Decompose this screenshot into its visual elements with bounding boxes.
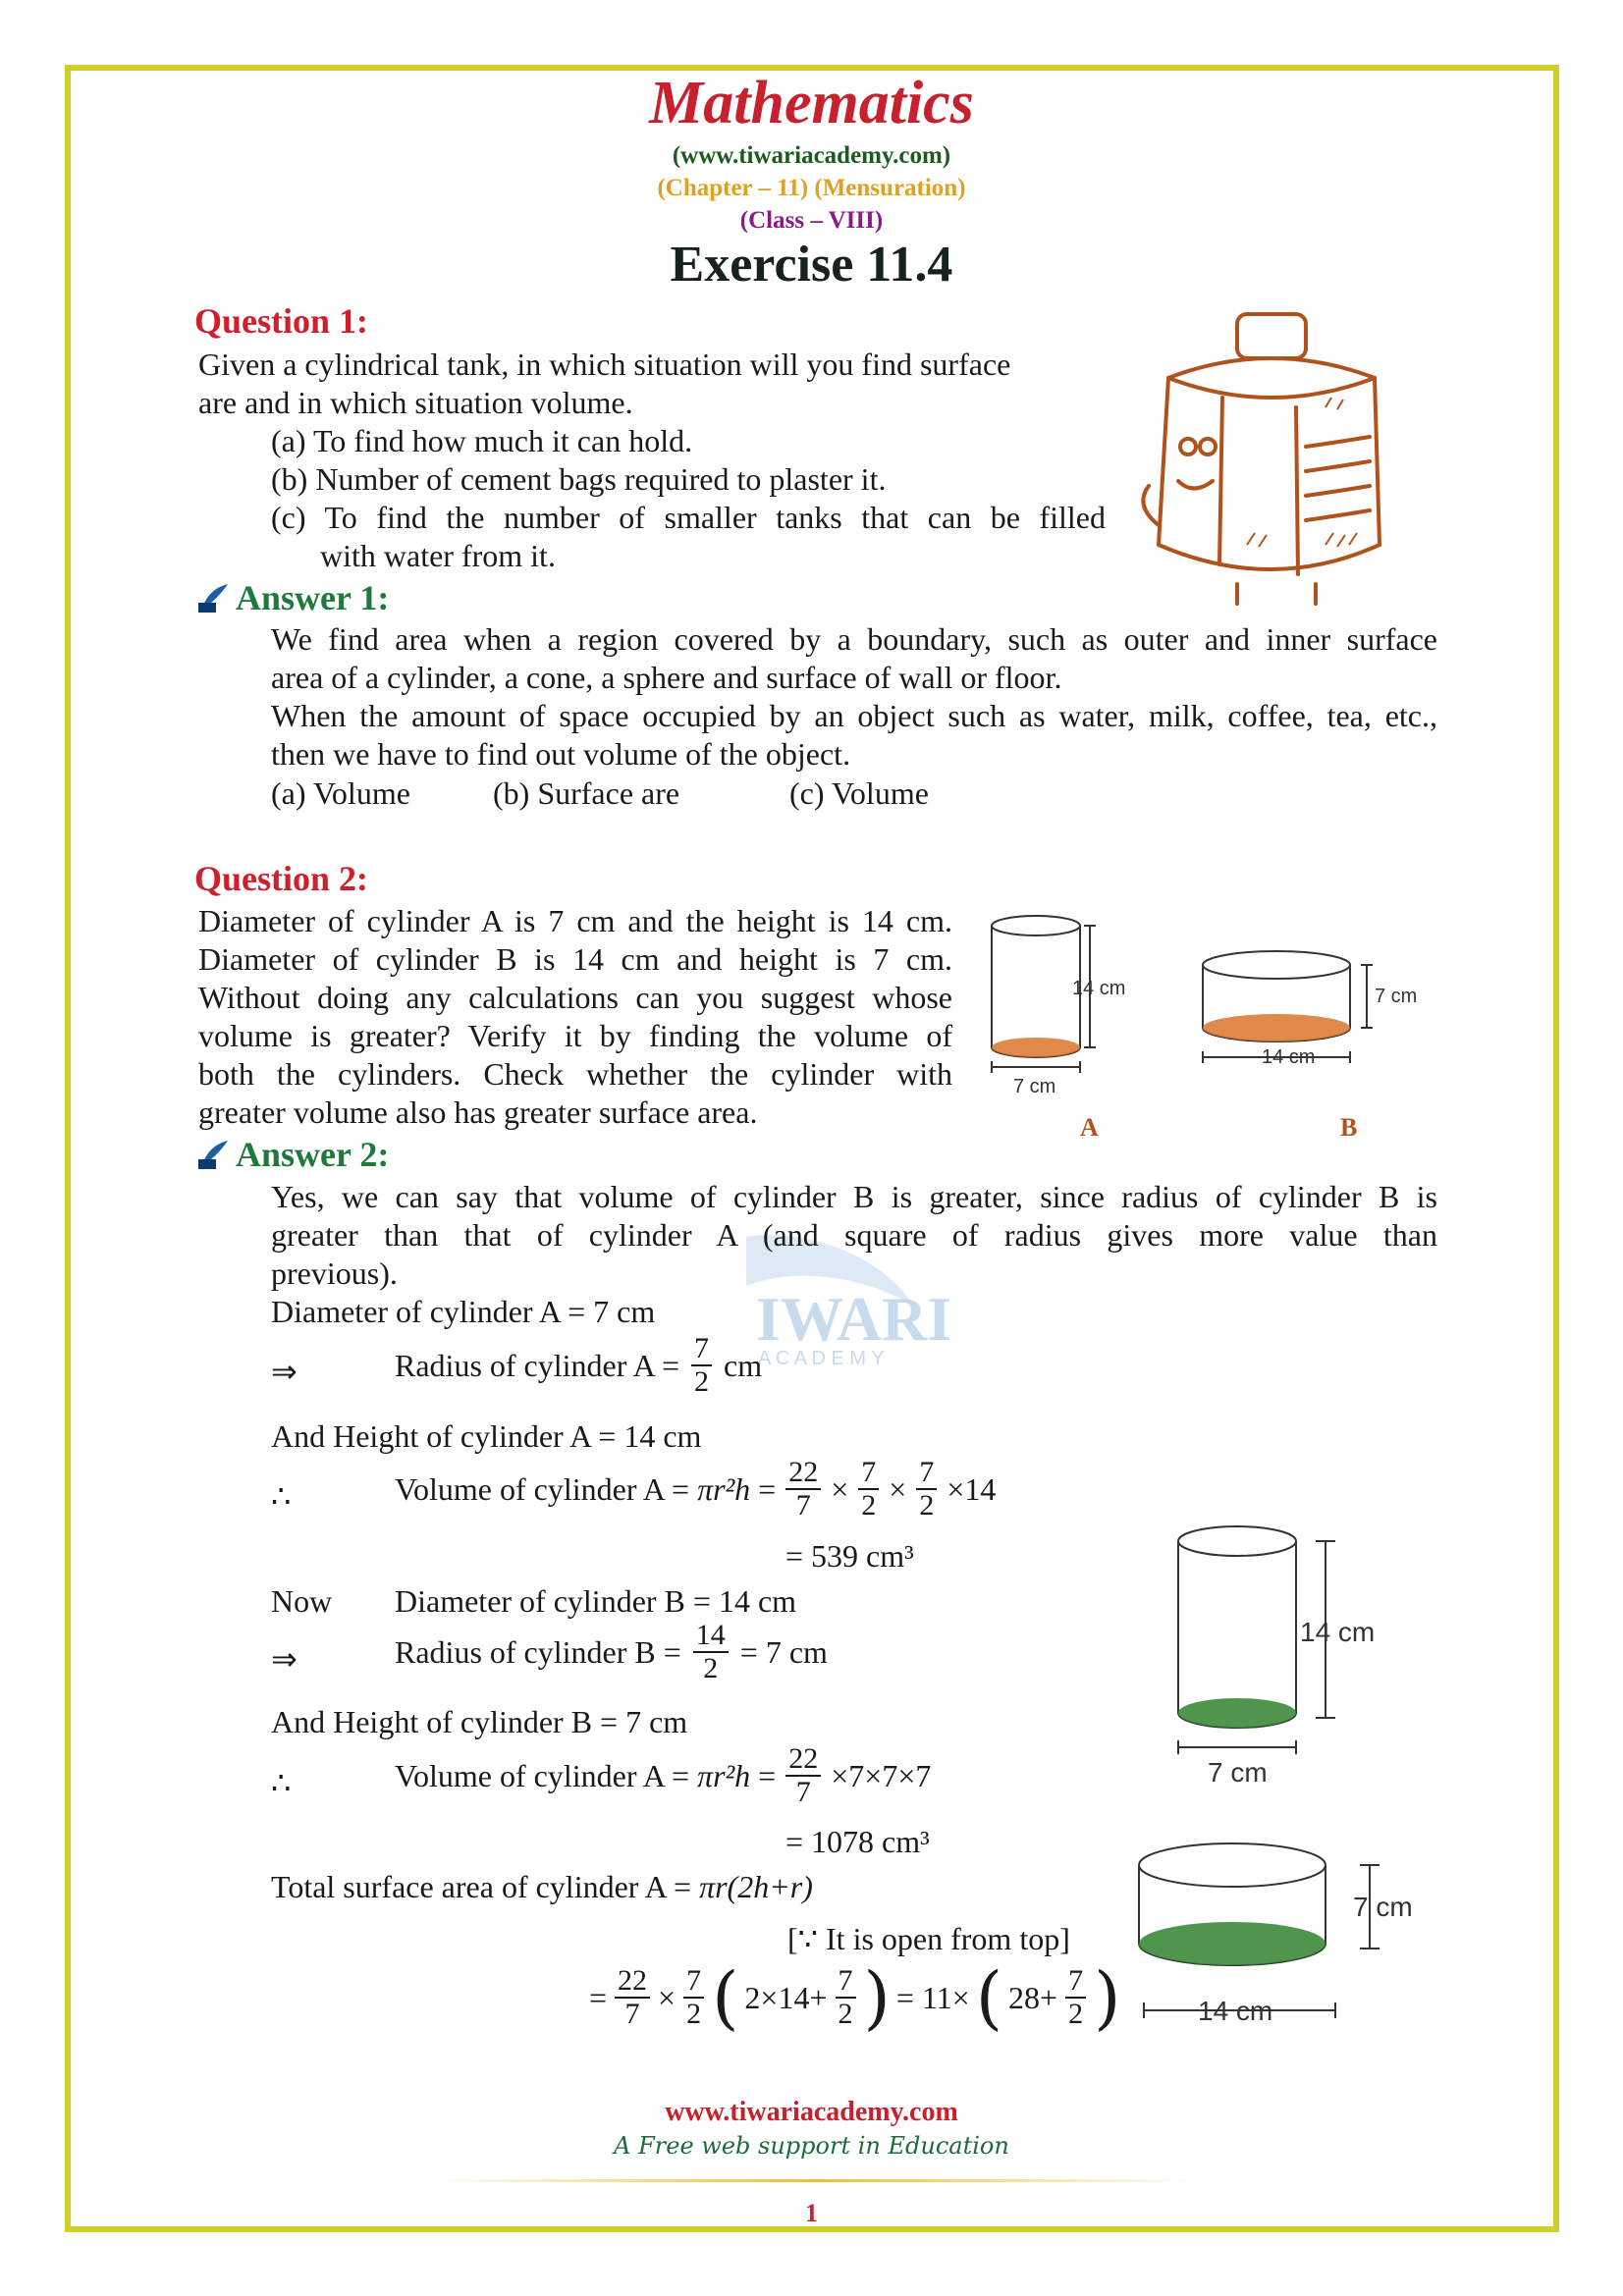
height-b-line: And Height of cylinder B = 7 cm xyxy=(271,1704,688,1739)
question-1-label: Question 1: xyxy=(194,301,369,341)
side-b-height-label: 7 cm xyxy=(1353,1892,1413,1922)
answer-1-a: (a) Volume xyxy=(271,775,410,811)
implies-symbol-2: ⇒ xyxy=(271,1641,298,1677)
implies-symbol-1: ⇒ xyxy=(271,1354,298,1389)
question-2-line-2: Diameter of cylinder B is 14 cm and height is 7 cm. xyxy=(198,941,952,977)
volume-b-text: Volume of cylinder A = xyxy=(395,1757,690,1793)
question-2-line-4: volume is greater? Verify it by finding the volume of xyxy=(198,1018,952,1053)
volume-a-text: Volume of cylinder A = xyxy=(395,1470,690,1507)
question-2-label: Question 2: xyxy=(194,859,369,898)
footer-tagline: A Free web support in Education xyxy=(614,2132,1009,2160)
tsa-frac-2: $\frac{7}{2}$ xyxy=(683,1965,704,2030)
radius-a-text: Radius of cylinder A = xyxy=(395,1347,680,1383)
tsa-frac-4: $\frac{7}{2}$ xyxy=(1065,1965,1086,2030)
question-2-line-6: greater volume also has greater surface area. xyxy=(198,1095,758,1130)
tsa-mid: = 11× xyxy=(895,1979,970,2015)
question-1-option-c: (c) To find the number of smaller tanks that can be filled xyxy=(271,500,1106,535)
tsa-frac-1: $\frac{22}{7}$ xyxy=(615,1965,650,2030)
times-symbol: × xyxy=(831,1470,849,1507)
volume-b-equals: = xyxy=(758,1757,777,1793)
question-1-option-c-cont: with water from it. xyxy=(320,538,556,573)
class-subtitle: (Class – VIII) xyxy=(739,207,884,234)
cylinder-a-side-figure xyxy=(1139,1517,1404,1791)
tsa-inner-1: 2×14+ xyxy=(744,1979,828,2015)
times-symbol: × xyxy=(658,1979,676,2015)
radius-b-text: Radius of cylinder B = xyxy=(395,1633,681,1670)
fig-a-height-label: 14 cm xyxy=(1072,978,1126,999)
side-a-height-label: 14 cm xyxy=(1300,1617,1376,1647)
answer-2-intro-2: greater than that of cylinder A (and square of radius gives more value than xyxy=(271,1217,1437,1253)
answer-2-pen-icon xyxy=(196,1138,230,1171)
cylinder-b-side-figure xyxy=(1129,1836,1414,2032)
volume-b-rest: ×7×7×7 xyxy=(831,1757,932,1793)
volume-a-equals: = xyxy=(758,1470,777,1507)
radius-b-line xyxy=(395,1620,828,1684)
fig-a-diameter-label: 7 cm xyxy=(1013,1076,1056,1097)
now-label: Now xyxy=(271,1583,333,1619)
volume-a-line xyxy=(395,1457,996,1522)
website-subtitle: (www.tiwariacademy.com) xyxy=(672,142,951,169)
volume-b-fraction: $\frac{22}{7}$ xyxy=(785,1743,821,1808)
chapter-subtitle: (Chapter – 11) (Mensuration) xyxy=(657,175,966,201)
fig-a-label: A xyxy=(1080,1113,1099,1142)
volume-a-result: = 539 cm³ xyxy=(785,1538,914,1574)
question-1-line-1: Given a cylindrical tank, in which situation will you find surface xyxy=(198,347,1011,382)
watermark-sub-text: A C A D E M Y xyxy=(758,1348,885,1369)
answer-2-label: Answer 2: xyxy=(236,1135,390,1174)
volume-b-result: = 1078 cm³ xyxy=(785,1824,930,1859)
answer-1-line-1: We find area when a region covered by a boundary, such as outer and inner surface xyxy=(271,621,1437,657)
therefore-symbol-2: ∴ xyxy=(271,1765,292,1800)
answer-1-line-2: area of a cylinder, a cone, a sphere and surface of wall or floor. xyxy=(271,660,1062,695)
question-2-line-5: both the cylinders. Check whether the cylinder with xyxy=(198,1056,952,1092)
radius-b-result: = 7 cm xyxy=(739,1633,828,1670)
volume-a-times-14: ×14 xyxy=(947,1470,997,1507)
volume-b-formula: πr²h xyxy=(697,1757,751,1793)
tsa-calc-equals: = xyxy=(589,1979,608,2015)
tank-cartoon-image xyxy=(1129,299,1414,614)
answer-1-b: (b) Surface are xyxy=(493,775,680,811)
page-number: 1 xyxy=(805,2199,818,2227)
open-top-note: [∵ It is open from top] xyxy=(787,1921,1070,1956)
times-symbol: × xyxy=(889,1470,907,1507)
question-2-line-1: Diameter of cylinder A is 7 cm and the height is 14 cm. xyxy=(198,903,952,938)
tsa-line xyxy=(271,1868,813,1906)
fig-b-height-label: 7 cm xyxy=(1375,986,1418,1007)
footer-divider xyxy=(432,2179,1198,2182)
volume-a-formula: πr²h xyxy=(697,1470,751,1507)
question-2-line-3: Without doing any calculations can you suggest whose xyxy=(198,980,952,1015)
answer-1-label: Answer 1: xyxy=(236,578,390,617)
tsa-frac-3: $\frac{7}{2}$ xyxy=(836,1965,856,2030)
side-a-diameter-label: 7 cm xyxy=(1208,1757,1268,1788)
watermark-main-text: IWARI xyxy=(756,1284,952,1354)
volume-b-line xyxy=(395,1743,931,1808)
tsa-text: Total surface area of cylinder A = xyxy=(271,1869,692,1904)
side-b-diameter-label: 14 cm xyxy=(1198,1996,1273,2026)
question-2-cylinders-figure xyxy=(982,908,1434,1144)
tsa-calc-line: = $\frac{22}{7}$ × $\frac{7}{2}$ ( 2×14+ $\frac{7}{2}$ ) = 11× ( 28+ $\frac{7}{2}$ ) xyxy=(589,1957,1121,2038)
tsa-formula: πr(2h+r) xyxy=(699,1869,813,1904)
diameter-a-line: Diameter of cylinder A = 7 cm xyxy=(271,1294,656,1329)
volume-a-frac-2: $\frac{7}{2}$ xyxy=(858,1457,879,1522)
volume-a-frac-1: $\frac{22}{7}$ xyxy=(785,1457,821,1522)
volume-a-frac-3: $\frac{7}{2}$ xyxy=(916,1457,937,1522)
fig-b-label: B xyxy=(1340,1113,1358,1142)
footer-url-link[interactable]: www.tiwariacademy.com xyxy=(665,2097,958,2127)
question-1-option-a: (a) To find how much it can hold. xyxy=(271,423,693,458)
answer-2-intro-1: Yes, we can say that volume of cylinder B is greater, since radius of cylinder B is xyxy=(271,1179,1437,1214)
answer-1-pen-icon xyxy=(196,581,230,614)
radius-a-line xyxy=(395,1333,762,1398)
answer-1-line-3: When the amount of space occupied by an object such as water, milk, coffee, tea, etc., xyxy=(271,698,1437,733)
tsa-inner-2: 28+ xyxy=(1008,1979,1058,2015)
diameter-b-line: Diameter of cylinder B = 14 cm xyxy=(395,1583,797,1619)
page-title: Mathematics xyxy=(649,70,974,136)
answer-1-line-4: then we have to find out volume of the object. xyxy=(271,736,851,772)
height-a-line: And Height of cylinder A = 14 cm xyxy=(271,1418,702,1454)
answer-2-intro-3: previous). xyxy=(271,1255,398,1291)
question-1-option-b: (b) Number of cement bags required to plaster it. xyxy=(271,461,887,497)
radius-a-unit: cm xyxy=(724,1347,763,1383)
therefore-symbol-1: ∴ xyxy=(271,1478,292,1514)
question-1-line-2: are and in which situation volume. xyxy=(198,385,633,420)
answer-1-c: (c) Volume xyxy=(789,775,929,811)
radius-b-fraction: $\frac{14}{2}$ xyxy=(693,1620,729,1684)
exercise-title: Exercise 11.4 xyxy=(670,237,953,293)
radius-a-fraction: $\frac{7}{2}$ xyxy=(691,1333,712,1398)
fig-b-diameter-label: 14 cm xyxy=(1262,1046,1316,1068)
